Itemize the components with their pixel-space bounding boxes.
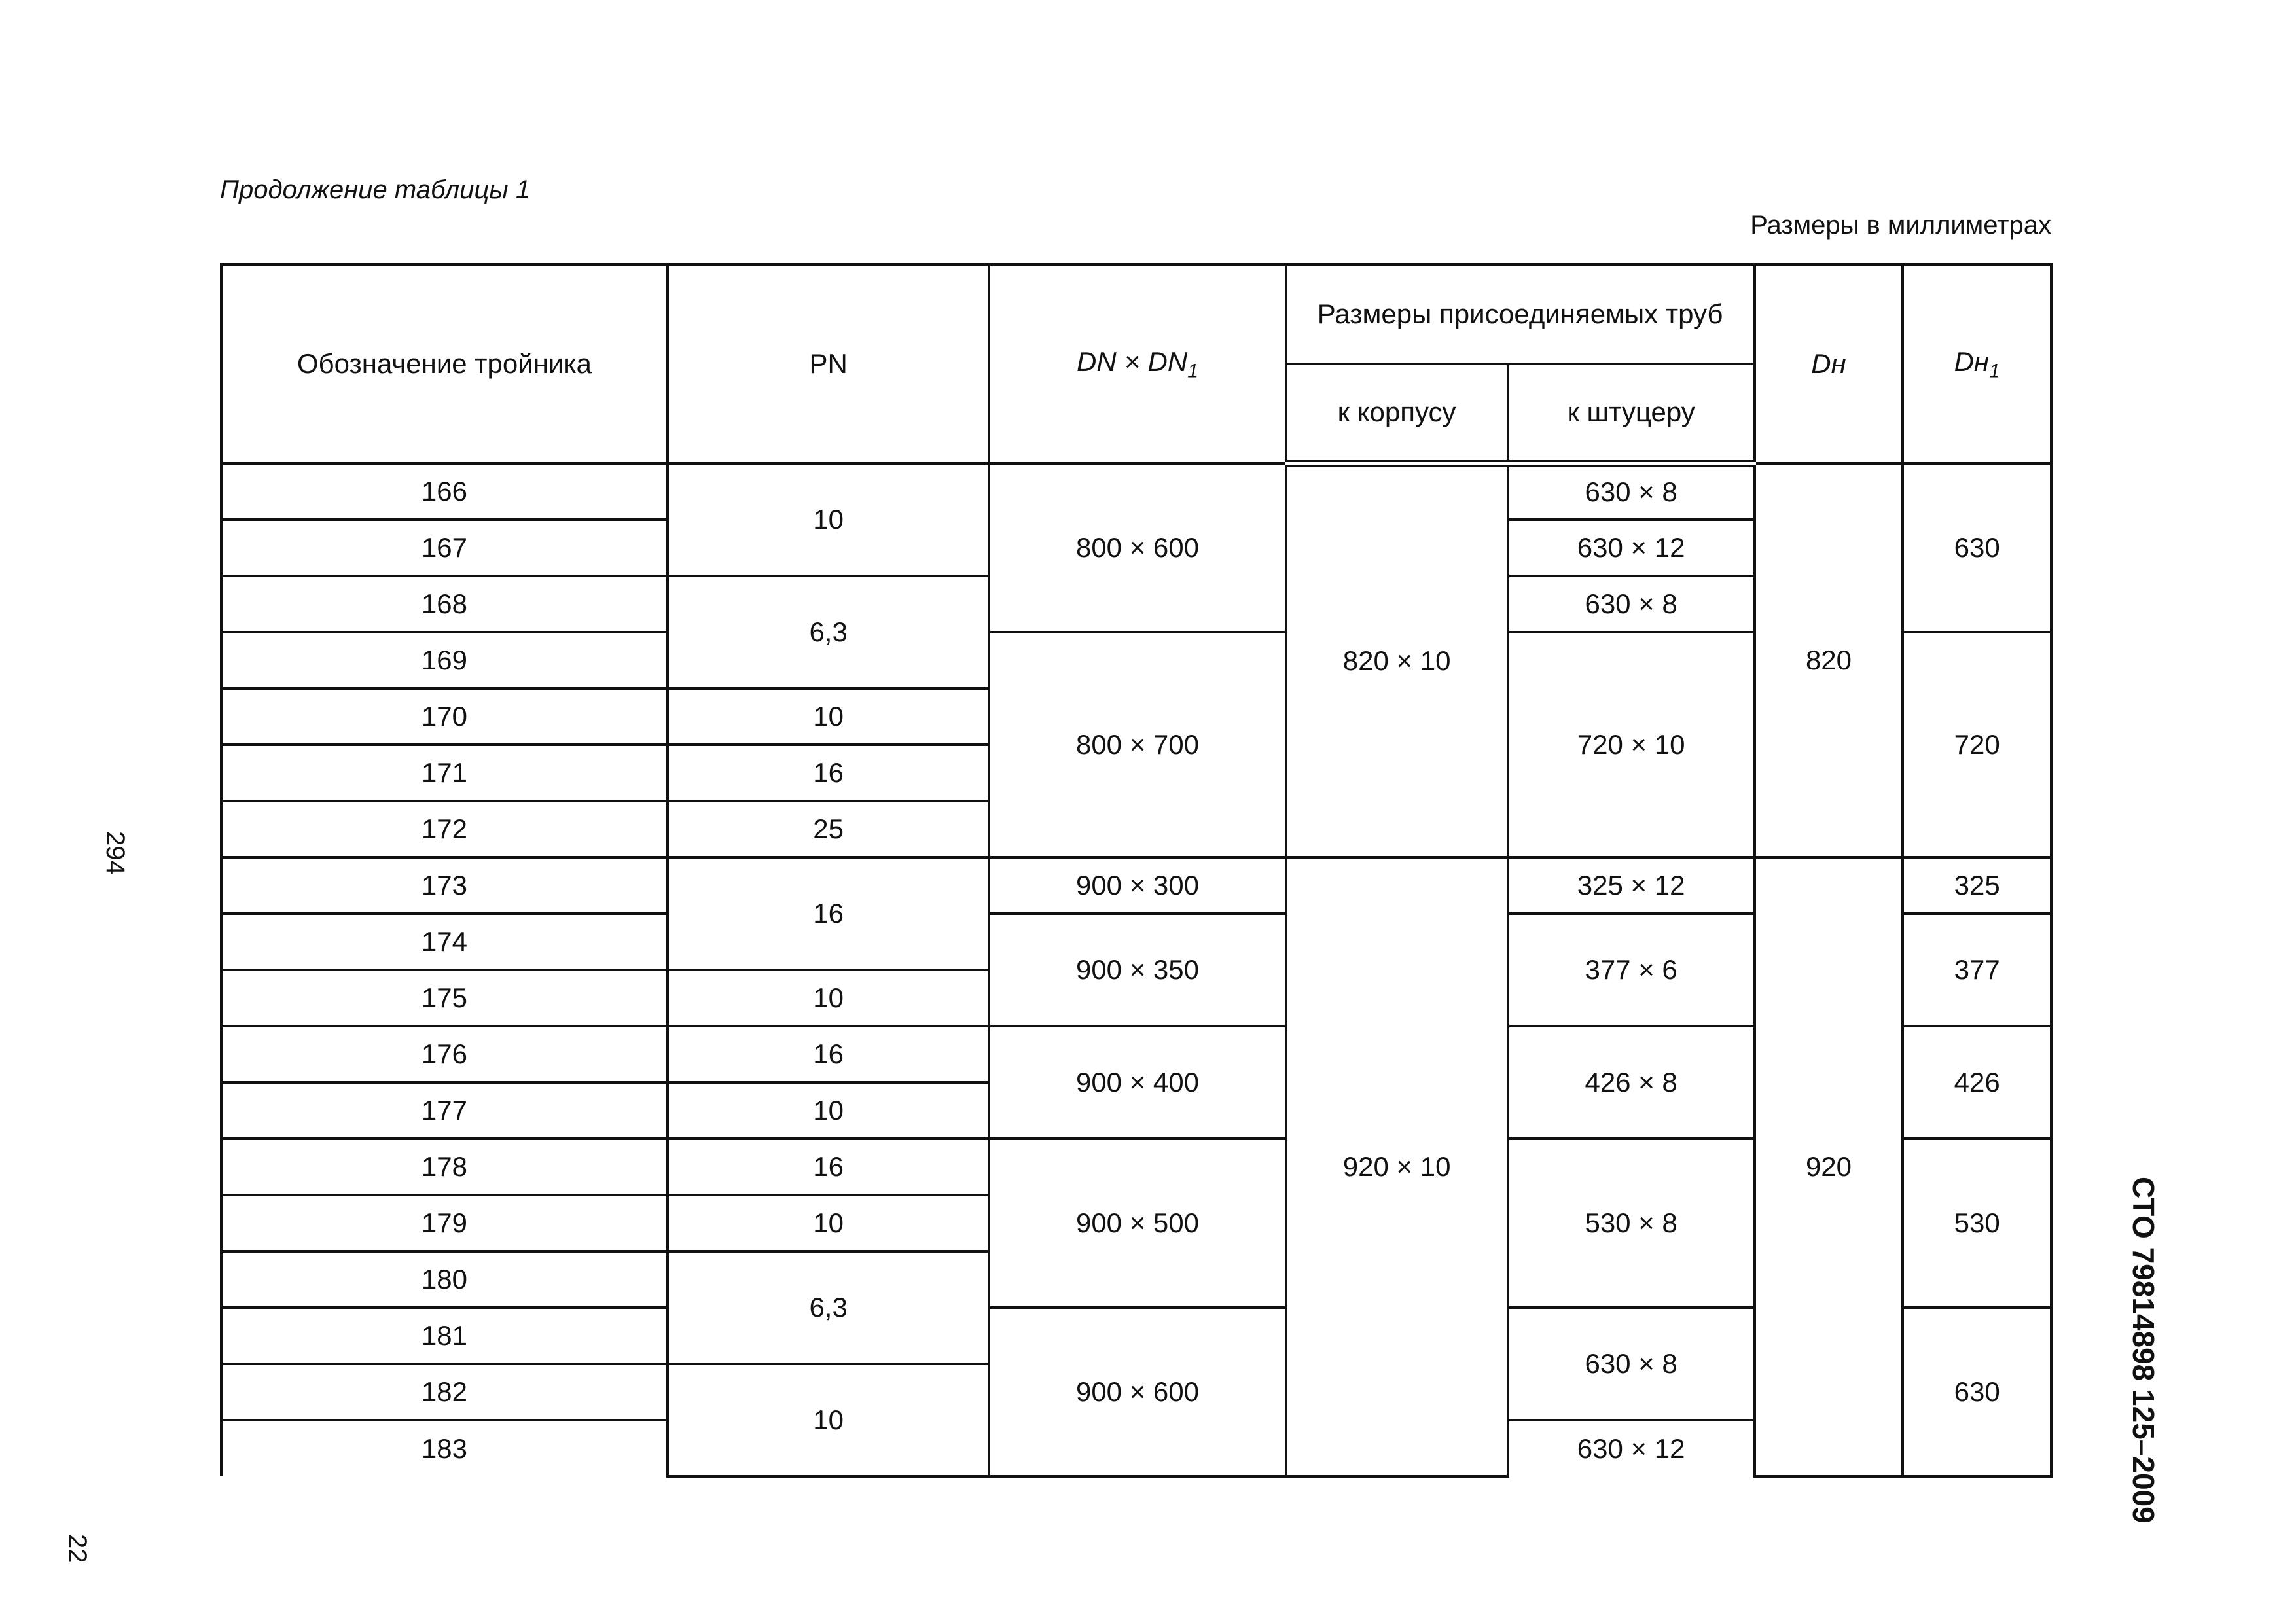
header-dh1-main: Dн	[1954, 346, 1990, 377]
nozzle-size-cell: 325 × 12	[1508, 857, 1755, 914]
designation-cell: 166	[221, 463, 668, 520]
header-dn-main: DN × DN	[1077, 346, 1188, 377]
designation-cell: 173	[221, 857, 668, 914]
designation-cell: 178	[221, 1139, 668, 1195]
pn-cell: 16	[668, 745, 989, 801]
pn-cell: 10	[668, 970, 989, 1026]
designation-cell: 183	[221, 1420, 668, 1476]
dn-cell: 900 × 300	[989, 857, 1285, 914]
page-number-small: 22	[63, 1534, 92, 1563]
header-to-body: к корпусу	[1286, 364, 1508, 463]
pn-cell: 10	[668, 688, 989, 745]
nozzle-size-cell: 426 × 8	[1508, 1026, 1755, 1139]
header-connected-sizes: Размеры присоединяемых труб	[1286, 264, 1755, 364]
nozzle-size-cell: 630 × 8	[1508, 463, 1755, 520]
dh1-cell: 720	[1903, 632, 2051, 857]
designation-cell: 177	[221, 1082, 668, 1139]
dh1-cell: 426	[1903, 1026, 2051, 1139]
standard-code: СТО 79814898 125–2009	[2126, 1177, 2161, 1524]
pn-cell: 6,3	[668, 576, 989, 688]
nozzle-size-cell: 630 × 12	[1508, 520, 1755, 576]
designation-cell: 176	[221, 1026, 668, 1082]
table-row	[221, 857, 2051, 914]
header-dh1-sub: 1	[1989, 359, 2000, 382]
nozzle-size-cell: 377 × 6	[1508, 914, 1755, 1026]
designation-cell: 170	[221, 688, 668, 745]
designation-cell: 169	[221, 632, 668, 688]
units-note: Размеры в миллиметрах	[1750, 211, 2051, 240]
dh1-cell: 630	[1903, 1308, 2051, 1476]
pn-cell: 6,3	[668, 1251, 989, 1364]
header-dh1	[1903, 264, 2051, 463]
pn-cell: 16	[668, 857, 989, 970]
body-size-cell: 920 × 10	[1286, 857, 1508, 1476]
designation-cell: 182	[221, 1364, 668, 1420]
table-row	[221, 463, 2051, 520]
pn-cell: 16	[668, 1139, 989, 1195]
pn-cell: 16	[668, 1026, 989, 1082]
designation-cell: 168	[221, 576, 668, 632]
header-dn-sub: 1	[1187, 359, 1198, 382]
header-designation: Обозначение тройника	[221, 264, 668, 463]
pn-cell: 10	[668, 1082, 989, 1139]
designation-cell: 179	[221, 1195, 668, 1251]
designation-cell: 174	[221, 914, 668, 970]
header-dn	[989, 264, 1285, 463]
designation-cell: 181	[221, 1308, 668, 1364]
pn-cell: 10	[668, 1364, 989, 1476]
table-caption: Продолжение таблицы 1	[220, 175, 531, 204]
dn-cell: 900 × 500	[989, 1139, 1285, 1308]
page-number: 294	[101, 831, 130, 875]
designation-cell: 172	[221, 801, 668, 857]
nozzle-size-cell: 630 × 8	[1508, 576, 1755, 632]
designation-cell: 171	[221, 745, 668, 801]
dh1-cell: 325	[1903, 857, 2051, 914]
dn-cell: 800 × 600	[989, 463, 1285, 632]
header-to-nozzle: к штуцеру	[1508, 364, 1755, 463]
dh1-cell: 377	[1903, 914, 2051, 1026]
designation-cell: 167	[221, 520, 668, 576]
nozzle-size-cell: 630 × 12	[1508, 1420, 1755, 1476]
dn-cell: 800 × 700	[989, 632, 1285, 857]
dh-cell: 920	[1755, 857, 1903, 1476]
pn-cell: 25	[668, 801, 989, 857]
nozzle-size-cell: 630 × 8	[1508, 1308, 1755, 1420]
dn-cell: 900 × 400	[989, 1026, 1285, 1139]
pn-cell: 10	[668, 463, 989, 576]
header-pn: PN	[668, 264, 989, 463]
dh1-cell: 630	[1903, 463, 2051, 632]
designation-cell: 180	[221, 1251, 668, 1308]
body-size-cell: 820 × 10	[1286, 463, 1508, 857]
nozzle-size-cell: 720 × 10	[1508, 632, 1755, 857]
nozzle-size-cell: 530 × 8	[1508, 1139, 1755, 1308]
dn-cell: 900 × 600	[989, 1308, 1285, 1476]
tee-dimensions-table	[220, 263, 2053, 1478]
header-dh: Dн	[1755, 264, 1903, 463]
dh-cell: 820	[1755, 463, 1903, 857]
dn-cell: 900 × 350	[989, 914, 1285, 1026]
pn-cell: 10	[668, 1195, 989, 1251]
dh1-cell: 530	[1903, 1139, 2051, 1308]
designation-cell: 175	[221, 970, 668, 1026]
